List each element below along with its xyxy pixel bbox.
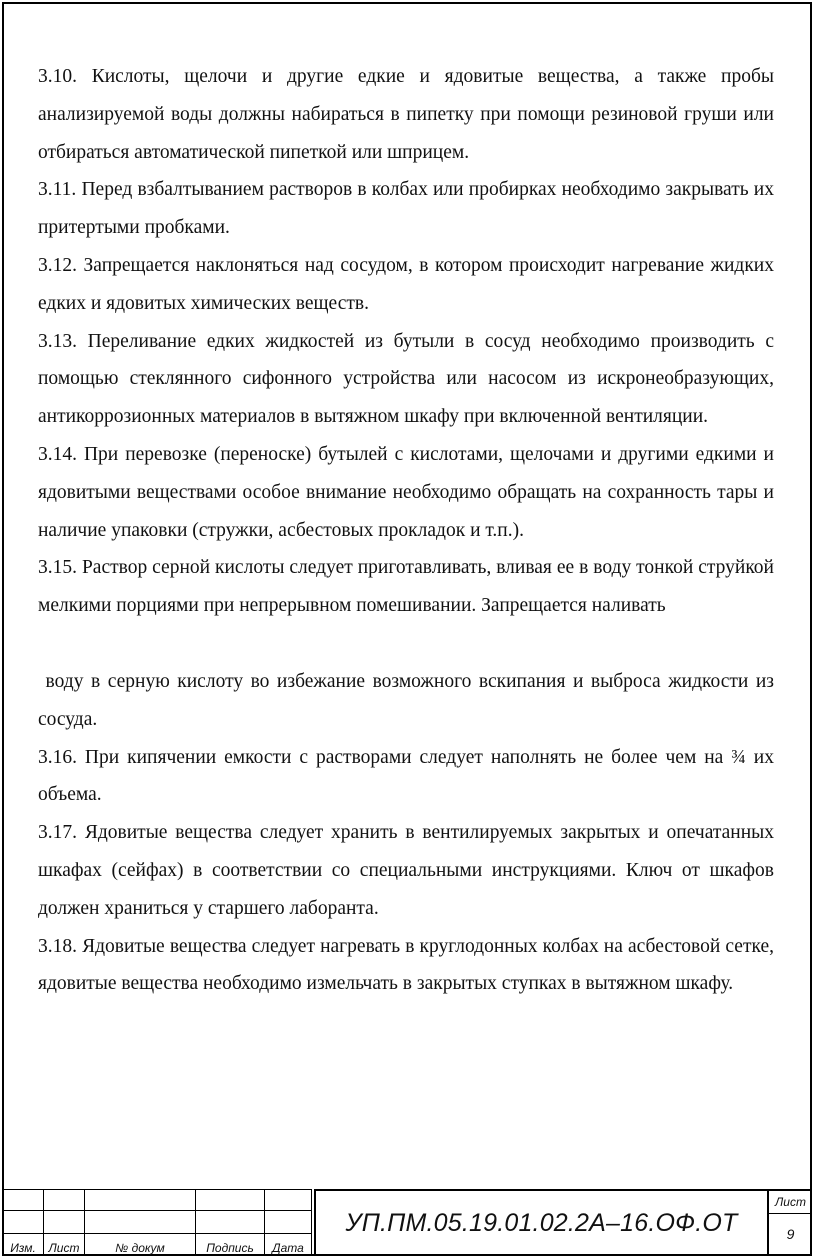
revision-cell — [196, 1211, 265, 1233]
paragraph-3-11: 3.11. Перед взбалтыванием растворов в колбах или пробирках необходимо закрывать их притертыми пробками. — [38, 179, 774, 239]
revision-cell — [44, 1190, 85, 1211]
paragraph-3-15-continued: воду в серную кислоту во избежание возможного вскипания и выброса жидкости из сосуда. — [38, 670, 779, 730]
header-signature: Подпись — [196, 1233, 265, 1255]
revision-cell — [3, 1190, 44, 1211]
paragraph-3-15: 3.15. Раствор серной кислоты следует приготавливать, вливая ее в воду тонкой струйкой мелкими порциями при непрерывном помешивании. Запрещается наливать — [38, 557, 774, 617]
paragraph-3-17: 3.17. Ядовитые вещества следует хранить в вентилируемых закрытых и опечатанных шкафах (сейфах) в соответствии со специальными инструкциями. Ключ от шкафов должен храниться у старшего лаборанта. — [38, 822, 774, 919]
document-body — [38, 58, 779, 1003]
document-code: УП.ПМ.05.19.01.02.2А–16.ОФ.ОТ — [314, 1189, 767, 1256]
revision-cell — [265, 1211, 312, 1233]
revision-cell — [44, 1211, 85, 1233]
revision-cell — [196, 1190, 265, 1211]
paragraph-3-13: 3.13. Переливание едких жидкостей из бутыли в сосуд необходимо производить с помощью стеклянного сифонного устройства или насосом из искронеобразующих, антикоррозионных материалов в вытяжном шкафу при включенной вентиляции. — [38, 330, 774, 428]
revision-table — [2, 1189, 312, 1256]
revision-cell — [3, 1211, 44, 1233]
revision-cell — [85, 1190, 196, 1211]
header-list: Лист — [44, 1233, 85, 1255]
header-date: Дата — [265, 1233, 312, 1255]
paragraph-3-16: 3.16. При кипячении емкости с растворами следует наполнять не более чем на ¾ их объема. — [38, 746, 774, 806]
paragraph-gap — [38, 625, 774, 663]
sheet-box — [767, 1189, 812, 1256]
sheet-label: Лист — [769, 1191, 812, 1214]
revision-cell — [265, 1190, 312, 1211]
header-doc-number: № докум — [85, 1233, 196, 1255]
paragraph-3-12: 3.12. Запрещается наклоняться над сосудом, в котором происходит нагревание жидких едких и ядовитых химических веществ. — [38, 254, 774, 314]
header-izm: Изм. — [3, 1233, 44, 1255]
paragraph-3-18: 3.18. Ядовитые вещества следует нагревать в круглодонных колбах на асбестовой сетке, ядовитые вещества необходимо измельчать в закрытых ступках в вытяжном шкафу. — [38, 935, 774, 995]
title-block — [2, 1189, 812, 1256]
revision-cell — [85, 1211, 196, 1233]
sheet-number: 9 — [786, 1226, 795, 1242]
paragraph-3-10: 3.10. Кислоты, щелочи и другие едкие и ядовитые вещества, а также пробы анализируемой воды должны набираться в пипетку при помощи резиновой груши или отбираться автоматической пипеткой или шприцем. — [38, 66, 774, 163]
paragraph-3-14: 3.14. При перевозке (переноске) бутылей с кислотами, щелочами и другими едкими и ядовитыми веществами особое внимание необходимо обращать на сохранность тары и наличие упаковки (стружки, асбестовых прокладок и т.п.). — [38, 443, 774, 541]
